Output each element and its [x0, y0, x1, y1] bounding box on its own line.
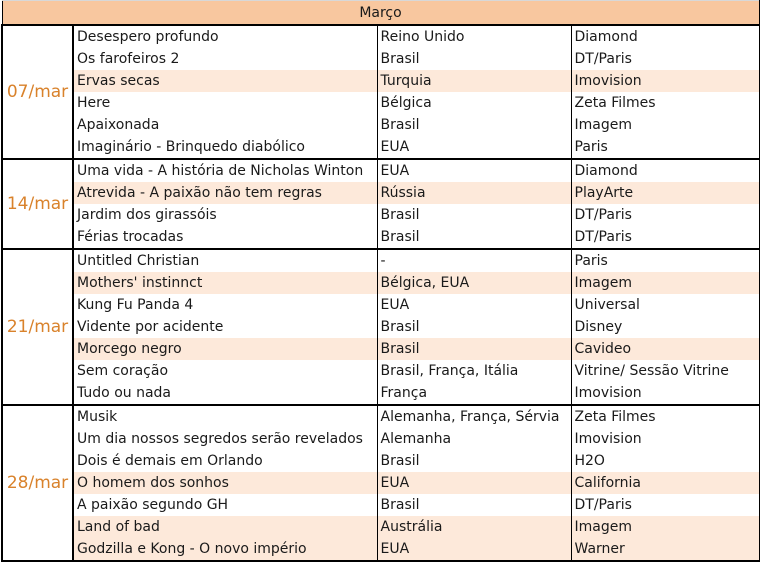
country-cell: Brasil [377, 204, 571, 226]
country-cell: Brasil [377, 226, 571, 249]
country-cell: Bélgica [377, 92, 571, 114]
distributor-cell: PlayArte [571, 182, 759, 204]
distributor-cell: Diamond [571, 25, 759, 48]
country-cell: EUA [377, 136, 571, 159]
table-row [2, 249, 759, 272]
table-row [2, 516, 759, 538]
film-title-cell: Mothers' instinnct [73, 272, 377, 294]
table-row [2, 538, 759, 561]
film-title-cell: O homem dos sonhos [73, 472, 377, 494]
film-title-cell: Desespero profundo [73, 25, 377, 48]
country-cell: Reino Unido [377, 25, 571, 48]
table-row [2, 182, 759, 204]
film-title-cell: Jardim dos girassóis [73, 204, 377, 226]
film-title-cell: Sem coração [73, 360, 377, 382]
month-title: Março [2, 1, 759, 26]
distributor-cell: Paris [571, 136, 759, 159]
country-cell: EUA [377, 538, 571, 561]
country-cell: Brasil [377, 450, 571, 472]
film-title-cell: Férias trocadas [73, 226, 377, 249]
country-cell: Austrália [377, 516, 571, 538]
film-title-cell: Ervas secas [73, 70, 377, 92]
distributor-cell: DT/Paris [571, 48, 759, 70]
table-row [2, 272, 759, 294]
table-row [2, 48, 759, 70]
release-table [1, 0, 760, 562]
release-date-cell: 28/mar [2, 405, 73, 561]
country-cell: EUA [377, 472, 571, 494]
film-title-cell: A paixão segundo GH [73, 494, 377, 516]
table-row [2, 226, 759, 249]
country-cell: França [377, 382, 571, 405]
distributor-cell: Vitrine/ Sessão Vitrine [571, 360, 759, 382]
table-row [2, 92, 759, 114]
film-title-cell: Kung Fu Panda 4 [73, 294, 377, 316]
film-title-cell: Atrevida - A paixão não tem regras [73, 182, 377, 204]
table-row [2, 70, 759, 92]
film-title-cell: Morcego negro [73, 338, 377, 360]
film-title-cell: Musik [73, 405, 377, 428]
film-title-cell: Apaixonada [73, 114, 377, 136]
country-cell: Brasil [377, 316, 571, 338]
distributor-cell: Zeta Filmes [571, 405, 759, 428]
table-row [2, 159, 759, 182]
distributor-cell: Cavideo [571, 338, 759, 360]
country-cell: Brasil [377, 338, 571, 360]
country-cell: Brasil [377, 494, 571, 516]
country-cell: EUA [377, 159, 571, 182]
film-title-cell: Land of bad [73, 516, 377, 538]
table-row [2, 136, 759, 159]
film-title-cell: Um dia nossos segredos serão revelados [73, 428, 377, 450]
country-cell: Bélgica, EUA [377, 272, 571, 294]
table-row [2, 382, 759, 405]
country-cell: Alemanha [377, 428, 571, 450]
distributor-cell: Warner [571, 538, 759, 561]
release-date-cell: 14/mar [2, 159, 73, 249]
film-title-cell: Os farofeiros 2 [73, 48, 377, 70]
distributor-cell: Universal [571, 294, 759, 316]
film-title-cell: Vidente por acidente [73, 316, 377, 338]
distributor-cell: Zeta Filmes [571, 92, 759, 114]
distributor-cell: Imovision [571, 70, 759, 92]
distributor-cell: California [571, 472, 759, 494]
distributor-cell: DT/Paris [571, 226, 759, 249]
release-date-cell: 21/mar [2, 249, 73, 405]
table-row [2, 114, 759, 136]
film-title-cell: Here [73, 92, 377, 114]
table-row [2, 25, 759, 48]
release-date-cell: 07/mar [2, 25, 73, 159]
table-row [2, 338, 759, 360]
country-cell: Rússia [377, 182, 571, 204]
table-row [2, 428, 759, 450]
country-cell: Alemanha, França, Sérvia [377, 405, 571, 428]
country-cell: - [377, 249, 571, 272]
film-title-cell: Dois é demais em Orlando [73, 450, 377, 472]
table-row [2, 294, 759, 316]
table-row [2, 204, 759, 226]
distributor-cell: H2O [571, 450, 759, 472]
country-cell: EUA [377, 294, 571, 316]
table-row [2, 472, 759, 494]
country-cell: Brasil [377, 48, 571, 70]
distributor-cell: Imovision [571, 428, 759, 450]
table-row [2, 316, 759, 338]
distributor-cell: Imagem [571, 114, 759, 136]
distributor-cell: Paris [571, 249, 759, 272]
film-title-cell: Untitled Christian [73, 249, 377, 272]
distributor-cell: Disney [571, 316, 759, 338]
distributor-cell: Imagem [571, 516, 759, 538]
distributor-cell: Imovision [571, 382, 759, 405]
table-row [2, 450, 759, 472]
distributor-cell: DT/Paris [571, 204, 759, 226]
country-cell: Turquia [377, 70, 571, 92]
film-title-cell: Uma vida - A história de Nicholas Winton [73, 159, 377, 182]
film-title-cell: Godzilla e Kong - O novo império [73, 538, 377, 561]
film-title-cell: Imaginário - Brinquedo diabólico [73, 136, 377, 159]
table-row [2, 494, 759, 516]
country-cell: Brasil [377, 114, 571, 136]
country-cell: Brasil, França, Itália [377, 360, 571, 382]
distributor-cell: Imagem [571, 272, 759, 294]
release-table-body [2, 25, 759, 561]
film-title-cell: Tudo ou nada [73, 382, 377, 405]
distributor-cell: DT/Paris [571, 494, 759, 516]
table-row [2, 360, 759, 382]
table-row [2, 405, 759, 428]
distributor-cell: Diamond [571, 159, 759, 182]
